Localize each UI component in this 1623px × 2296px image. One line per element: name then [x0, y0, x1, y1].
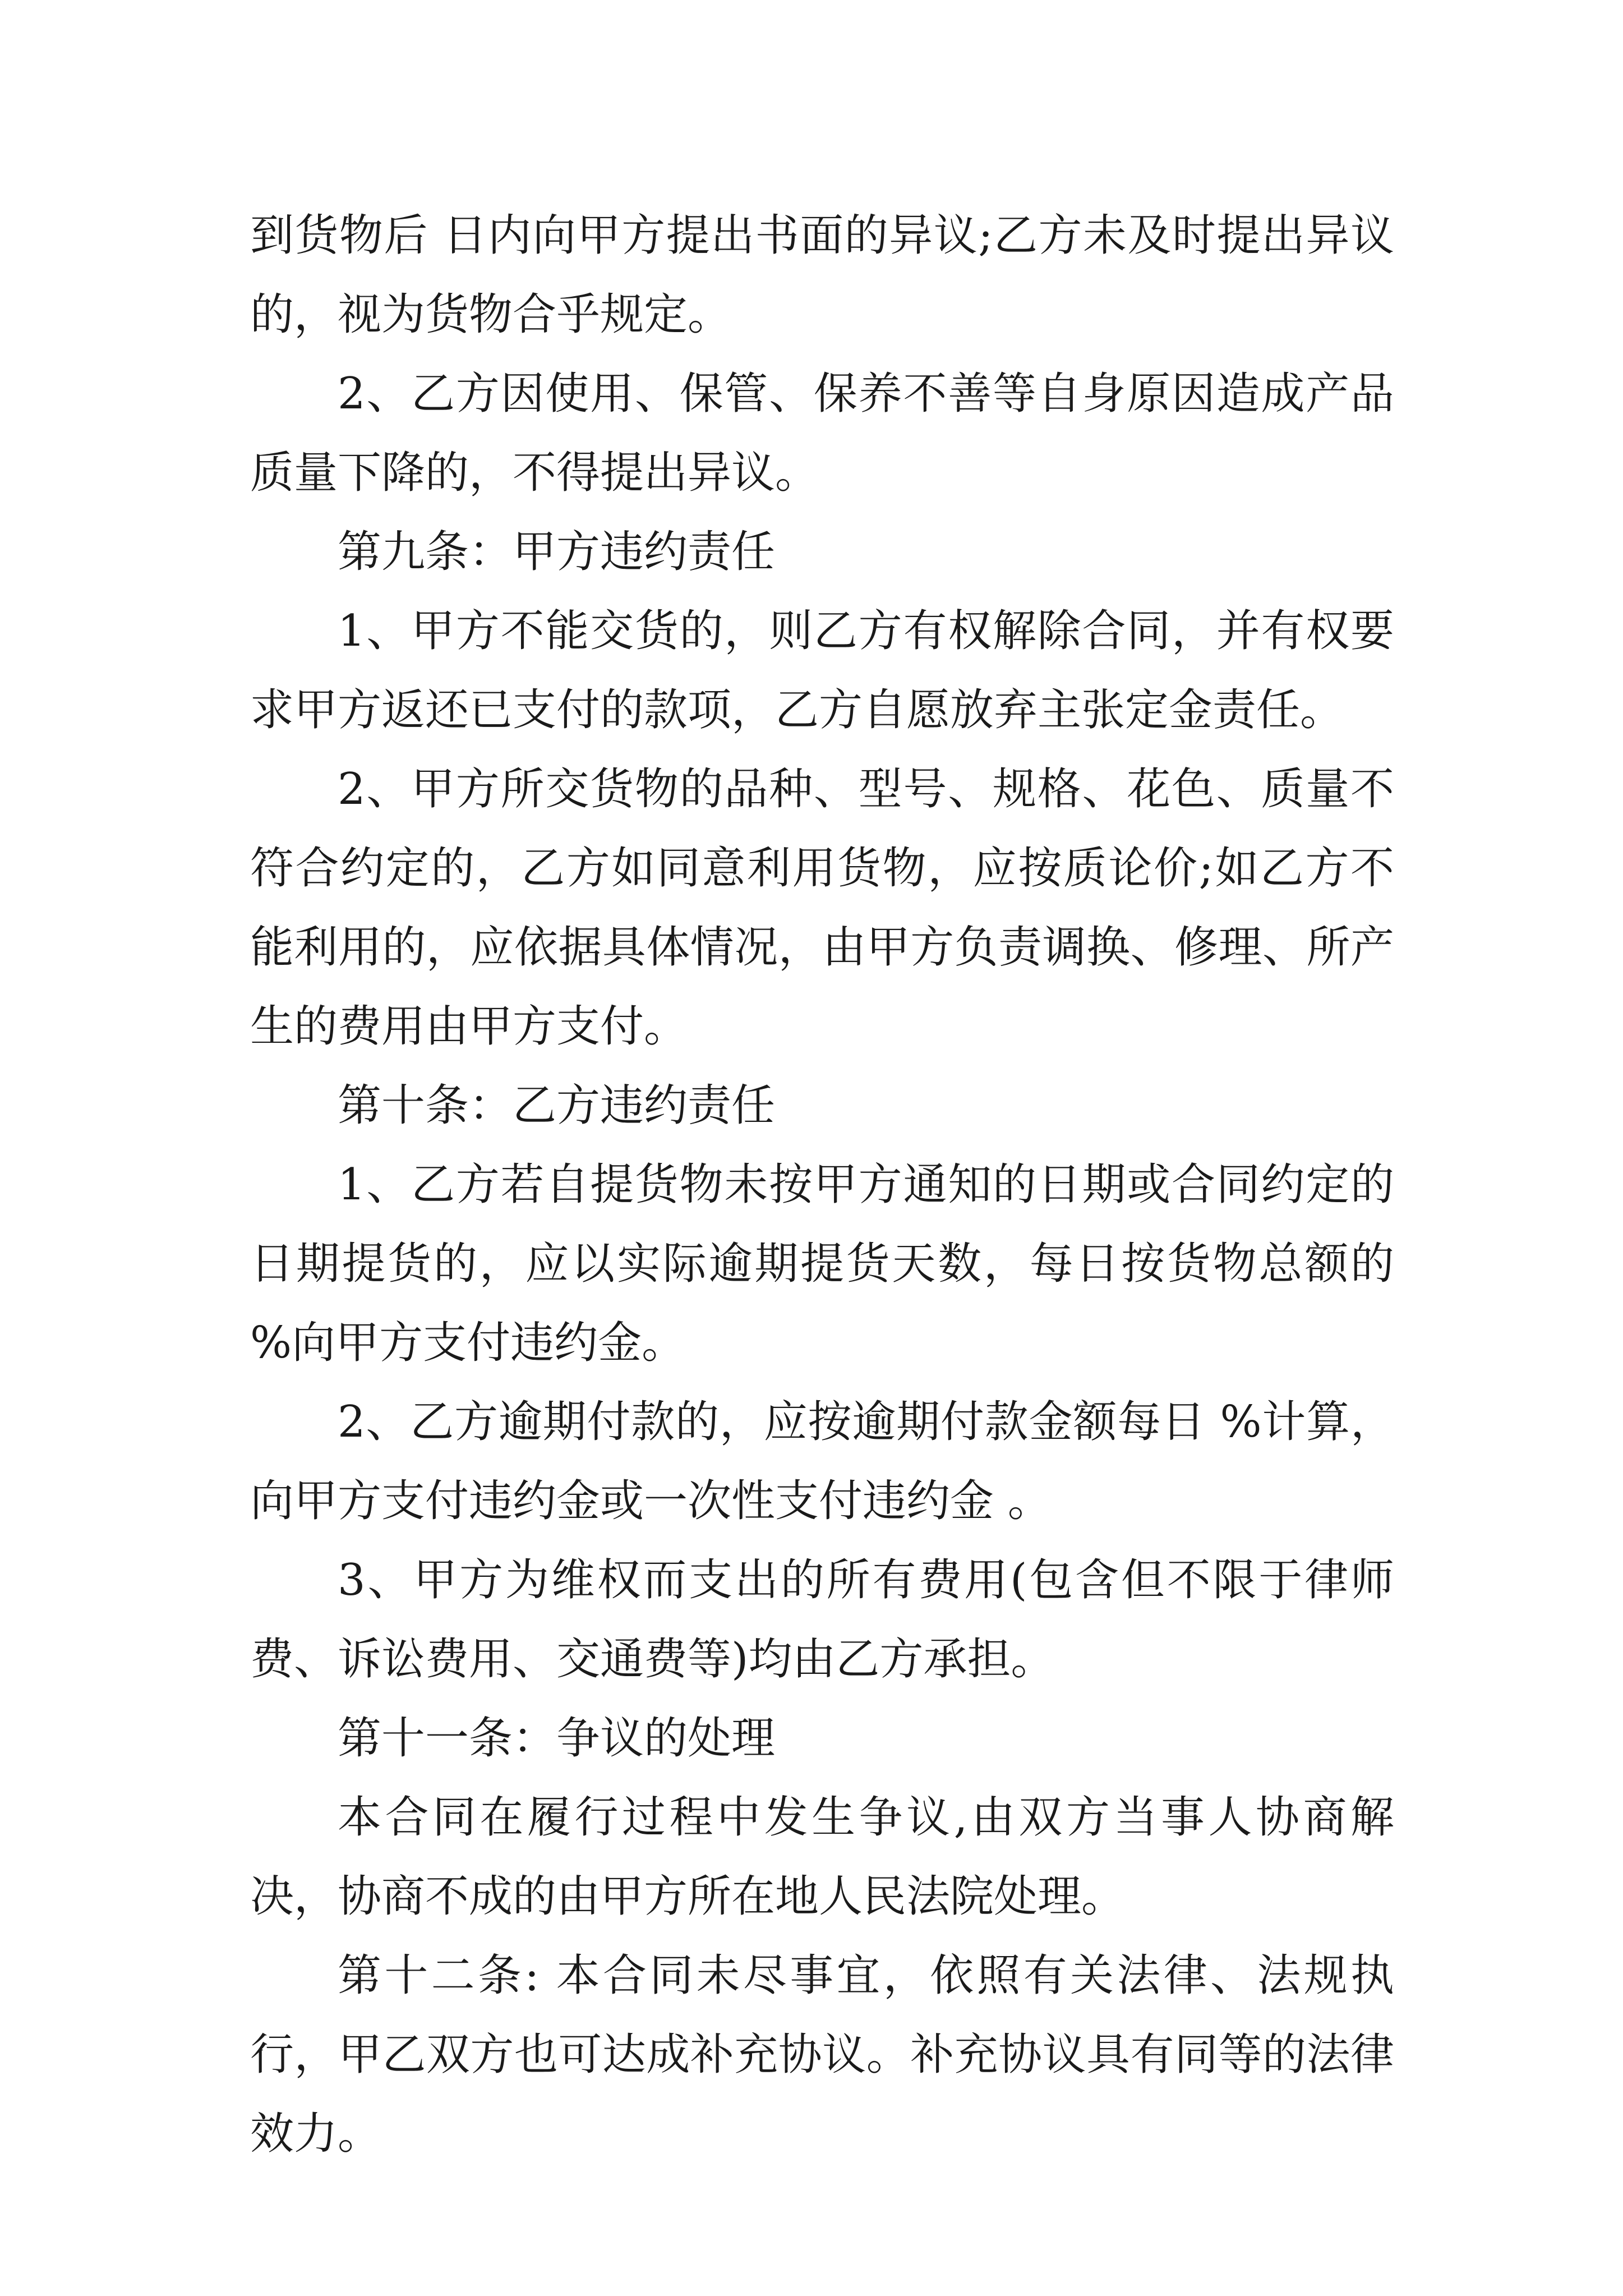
paragraph-1: 到货物后 日内向甲方提出书面的异议;乙方未及时提出异议的，视为货物合乎规定。 [250, 210, 1394, 340]
section-heading-article-10: 第十条：乙方违约责任 [338, 1080, 776, 1131]
section-heading-article-11: 第十一条：争议的处理 [338, 1713, 776, 1764]
paragraph-12: 第十二条: 本合同未尽事宜，依照有关法律、法规执行，甲乙双方也可达成补充协议。补充协议具有同等的法律效力。 [250, 1950, 1394, 2159]
paragraph-11: 本合同在履行过程中发生争议,由双方当事人协商解决，协商不成的由甲方所在地人民法院处理。 [250, 1792, 1394, 1922]
paragraph-7: 1、乙方若自提货物未按甲方通知的日期或合同约定的日期提货的，应以实际逾期提货天数，每日按货物总额的 %向甲方支付违约金。 [250, 1159, 1394, 1368]
paragraph-4: 1、甲方不能交货的，则乙方有权解除合同，并有权要求甲方返还已支付的款项，乙方自愿放弃主张定金责任。 [250, 606, 1394, 735]
paragraph-2: 2、乙方因使用、保管、保养不善等自身原因造成产品质量下降的，不得提出异议。 [250, 369, 1394, 498]
document-body [250, 196, 1394, 2174]
paragraph-9: 3、甲方为维权而支出的所有费用(包含但不限于律师费、诉讼费用、交通费等)均由乙方承担。 [250, 1555, 1394, 1685]
section-heading-article-9: 第九条：甲方违约责任 [338, 527, 776, 577]
paragraph-5: 2、甲方所交货物的品种、型号、规格、花色、质量不符合约定的，乙方如同意利用货物，应按质论价;如乙方不能利用的，应依据具体情况，由甲方负责调换、修理、所产生的费用由甲方支付。 [250, 764, 1394, 1052]
paragraph-8: 2、乙方逾期付款的，应按逾期付款金额每日 %计算，向甲方支付违约金或一次性支付违约金 。 [250, 1397, 1394, 1526]
